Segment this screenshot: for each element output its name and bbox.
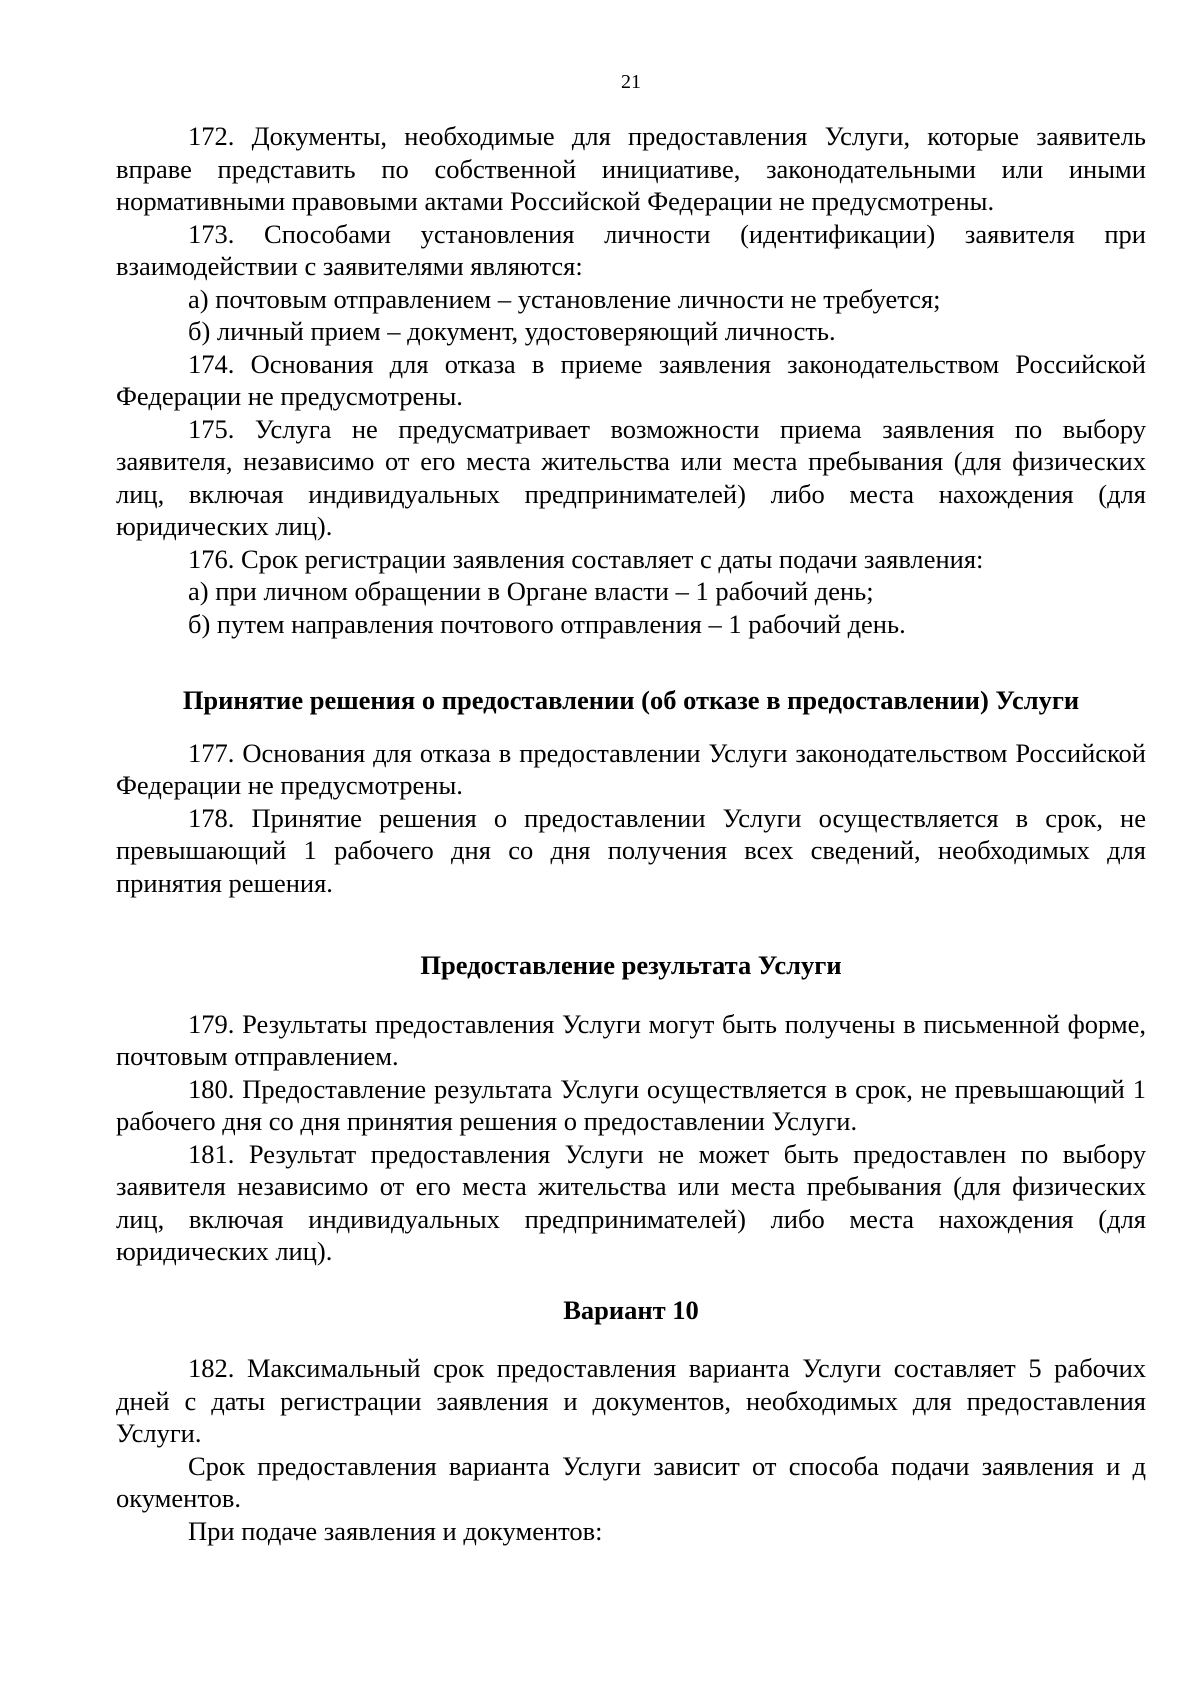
paragraph-176-b: б) путем направления почтового отправления – 1 рабочий день.: [188, 608, 906, 639]
paragraph-174: 174. Основания для отказа в приеме заявления законодательством Российской Федерации не предусмотрены.: [116, 348, 1146, 411]
paragraph-176-a: а) при личном обращении в Органе власти – 1 рабочий день;: [188, 576, 874, 606]
section-heading-decision: Принятие решения о предоставлении (об отказе в предоставлении) Услуги: [182, 685, 1080, 715]
paragraph-172: 172. Документы, необходимые для предоставления Услуги, которые заявитель вправе представить по собственной инициативе, законодательными или иными нормативными правовыми актами Российской Федерации не предусмотрены.: [116, 121, 1146, 216]
section-heading-variant: Вариант 10: [563, 1294, 699, 1325]
paragraph-182-submit: При подаче заявления и документов:: [188, 1515, 603, 1546]
paragraph-179: 179. Результаты предоставления Услуги могут быть получены в письменной форме, почтовым отправлением.: [116, 1008, 1146, 1071]
paragraph-182: 182. Максимальный срок предоставления варианта Услуги составляет 5 рабочих дней с даты регистрации заявления и документов, необходимых для предоставления Услуги.: [116, 1353, 1146, 1448]
paragraph-178: 178. Принятие решения о предоставлении Услуги осуществляется в срок, не превышающий 1 рабочего дня со дня получения всех сведений, необходимых для принятия решения.: [116, 802, 1146, 898]
paragraph-173-b: б) личный прием – документ, удостоверяющий личность.: [188, 316, 836, 346]
spacer: [116, 717, 1146, 737]
spacer: [116, 1326, 1146, 1352]
spacer: [116, 982, 1146, 1008]
paragraph-181: 181. Результат предоставления Услуги не может быть предоставлен по выбору заявителя независимо от его места жительства или места пребывания (для физических лиц, включая индивидуальных предпринимателей) либо места нахождения (для юридических лиц).: [116, 1138, 1146, 1266]
paragraph-182-term: Срок предоставления варианта Услуги зависит от способа подачи заявления и д окументов.: [116, 1450, 1146, 1513]
paragraph-173-a: а) почтовым отправлением – установление личности не требуется;: [188, 283, 941, 314]
spacer: [116, 899, 1146, 949]
page-number: 21: [621, 71, 641, 93]
paragraph-177: 177. Основания для отказа в предоставлении Услуги законодательством Российской Федерации не предусмотрены.: [116, 737, 1146, 800]
paragraph-173: 173. Способами установления личности (идентификации) заявителя при взаимодействии с заявителями являются:: [116, 218, 1146, 281]
document-body: [116, 120, 1146, 1547]
spacer: [116, 1268, 1146, 1294]
paragraph-180: 180. Предоставление результата Услуги осуществляется в срок, не превышающий 1 рабочего дня со дня принятия решения о предоставлении Услуги.: [116, 1073, 1146, 1136]
paragraph-176: 176. Срок регистрации заявления составляет с даты подачи заявления:: [188, 543, 984, 574]
section-heading-result: Предоставление результата Услуги: [420, 950, 842, 980]
paragraph-175: 175. Услуга не предусматривает возможности приема заявления по выбору заявителя, независимо от его места жительства или места пребывания (для физических лиц, включая индивидуальных предпринимателей) либо места нахождения (для юридических лиц).: [116, 413, 1146, 541]
spacer: [116, 640, 1146, 684]
